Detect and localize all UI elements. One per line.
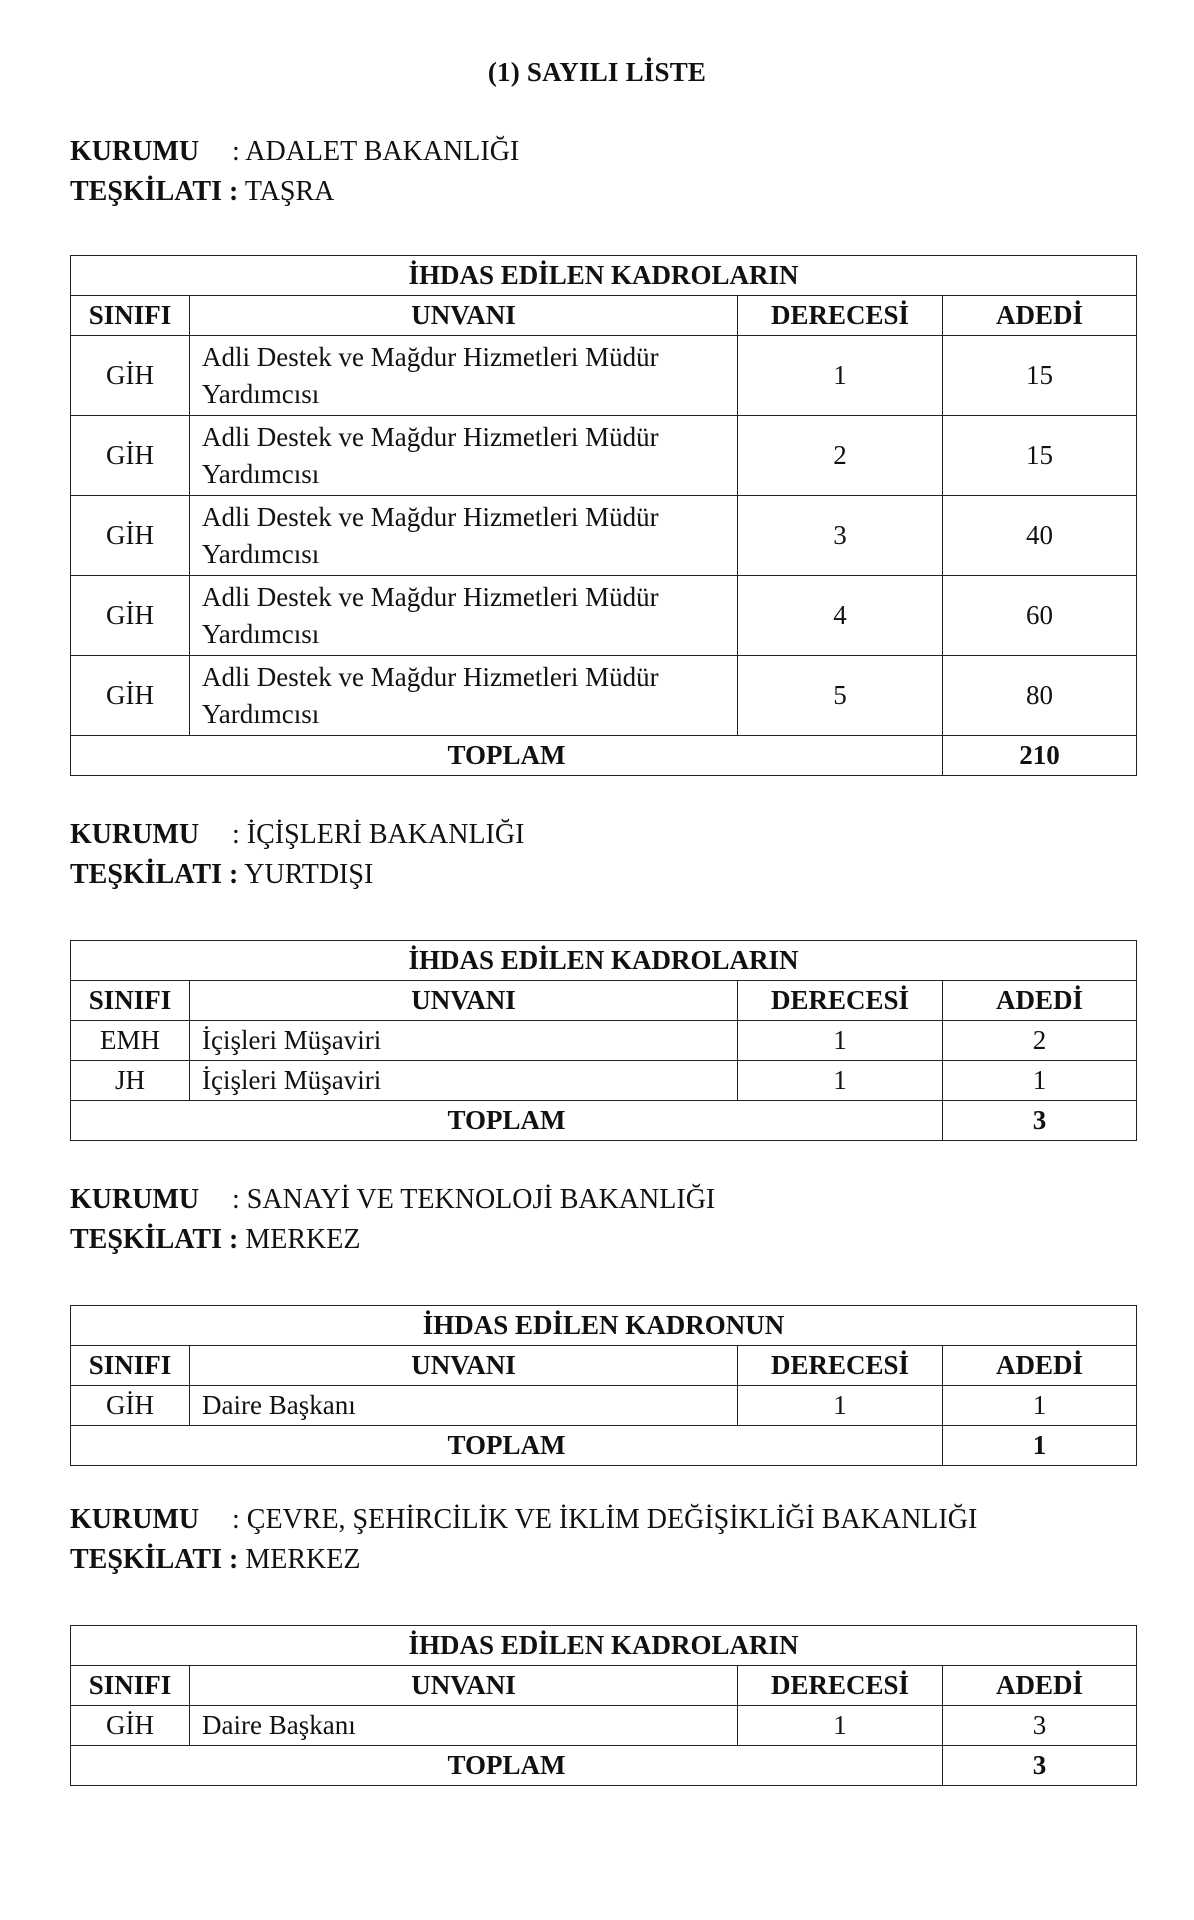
kadro-table: [70, 940, 1137, 1141]
cell-unvani: Daire Başkanı: [190, 1706, 738, 1746]
table-row: [71, 496, 1137, 576]
kurumu-colon: :: [232, 1504, 240, 1535]
toplam-label: TOPLAM: [71, 1746, 943, 1786]
kurumu-line: [70, 1180, 1136, 1220]
col-header-sinifi: SINIFI: [71, 1666, 190, 1706]
cell-unvani: İçişleri Müşaviri: [190, 1021, 738, 1061]
teskilati-line: [70, 1540, 1136, 1580]
teskilati-value: TAŞRA: [244, 176, 335, 207]
teskilati-line: [70, 172, 1136, 212]
table-title: İHDAS EDİLEN KADRONUN: [71, 1306, 1137, 1346]
cell-adedi: 3: [943, 1706, 1137, 1746]
col-header-derecesi: DERECESİ: [738, 981, 943, 1021]
cell-derecesi: 1: [738, 1386, 943, 1426]
cell-unvani: Adli Destek ve Mağdur Hizmetleri Müdür Yardımcısı: [190, 656, 738, 736]
section-cevre: [70, 1500, 1136, 1786]
kurumu-line: [70, 132, 1136, 172]
col-header-unvani: UNVANI: [190, 1666, 738, 1706]
cell-derecesi: 5: [738, 656, 943, 736]
cell-sinifi: GİH: [71, 496, 190, 576]
kurumu-value: SANAYİ VE TEKNOLOJİ BAKANLIĞI: [246, 1184, 716, 1215]
kadro-table: [70, 1625, 1137, 1786]
page-title: (1) SAYILI LİSTE: [487, 57, 707, 87]
teskilati-label: TEŞKİLATI :: [70, 1224, 239, 1255]
table-title: İHDAS EDİLEN KADROLARIN: [71, 941, 1137, 981]
cell-sinifi: GİH: [71, 656, 190, 736]
kurumu-label: KURUMU: [70, 819, 200, 850]
col-header-adedi: ADEDİ: [943, 296, 1137, 336]
table-row: [71, 416, 1137, 496]
col-header-adedi: ADEDİ: [943, 1666, 1137, 1706]
cell-sinifi: GİH: [71, 1706, 190, 1746]
cell-unvani: Daire Başkanı: [190, 1386, 738, 1426]
kurumu-line: [70, 815, 1136, 855]
cell-sinifi: GİH: [71, 416, 190, 496]
kurumu-label: KURUMU: [70, 1504, 200, 1535]
kurumu-value: İÇİŞLERİ BAKANLIĞI: [246, 819, 525, 850]
kurumu-value: ÇEVRE, ŞEHİRCİLİK VE İKLİM DEĞİŞİKLİĞİ BAKANLIĞI: [246, 1504, 978, 1535]
teskilati-line: [70, 1220, 1136, 1260]
col-header-derecesi: DERECESİ: [738, 1346, 943, 1386]
cell-unvani: Adli Destek ve Mağdur Hizmetleri Müdür Yardımcısı: [190, 336, 738, 416]
kurumu-colon: :: [232, 819, 240, 850]
teskilati-value: MERKEZ: [245, 1544, 361, 1575]
kurumu-line: [70, 1500, 1136, 1540]
teskilati-line: [70, 855, 1136, 895]
cell-derecesi: 2: [738, 416, 943, 496]
cell-sinifi: GİH: [71, 1386, 190, 1426]
cell-adedi: 1: [943, 1386, 1137, 1426]
table-row: [71, 656, 1137, 736]
cell-sinifi: EMH: [71, 1021, 190, 1061]
section-icisleri: [70, 815, 1136, 1141]
cell-adedi: 60: [943, 576, 1137, 656]
kadro-table: [70, 255, 1137, 776]
teskilati-value: YURTDIŞI: [244, 859, 374, 890]
cell-unvani: Adli Destek ve Mağdur Hizmetleri Müdür Yardımcısı: [190, 576, 738, 656]
kurumu-label: KURUMU: [70, 136, 200, 167]
cell-adedi: 40: [943, 496, 1137, 576]
cell-unvani: Adli Destek ve Mağdur Hizmetleri Müdür Yardımcısı: [190, 416, 738, 496]
col-header-derecesi: DERECESİ: [738, 1666, 943, 1706]
table-title: İHDAS EDİLEN KADROLARIN: [71, 1626, 1137, 1666]
section-sanayi: [70, 1180, 1136, 1466]
cell-sinifi: GİH: [71, 336, 190, 416]
table-row: [71, 336, 1137, 416]
cell-unvani: İçişleri Müşaviri: [190, 1061, 738, 1101]
cell-adedi: 15: [943, 336, 1137, 416]
table-row: [71, 1706, 1137, 1746]
toplam-value: 1: [943, 1426, 1137, 1466]
table-row: [71, 576, 1137, 656]
table-row: [71, 1021, 1137, 1061]
teskilati-value: MERKEZ: [245, 1224, 361, 1255]
kurumu-label: KURUMU: [70, 1184, 200, 1215]
col-header-unvani: UNVANI: [190, 296, 738, 336]
kurumu-colon: :: [232, 136, 240, 167]
col-header-sinifi: SINIFI: [71, 296, 190, 336]
col-header-sinifi: SINIFI: [71, 981, 190, 1021]
col-header-unvani: UNVANI: [190, 1346, 738, 1386]
table-row: [71, 1061, 1137, 1101]
toplam-value: 3: [943, 1746, 1137, 1786]
kurumu-value: ADALET BAKANLIĞI: [245, 136, 520, 167]
col-header-sinifi: SINIFI: [71, 1346, 190, 1386]
table-title: İHDAS EDİLEN KADROLARIN: [71, 256, 1137, 296]
toplam-value: 210: [943, 736, 1137, 776]
teskilati-label: TEŞKİLATI :: [70, 859, 239, 890]
cell-derecesi: 4: [738, 576, 943, 656]
cell-derecesi: 1: [738, 1706, 943, 1746]
cell-derecesi: 1: [738, 1021, 943, 1061]
cell-derecesi: 1: [738, 336, 943, 416]
cell-adedi: 2: [943, 1021, 1137, 1061]
kurumu-colon: :: [232, 1184, 240, 1215]
toplam-label: TOPLAM: [71, 1426, 943, 1466]
cell-adedi: 15: [943, 416, 1137, 496]
kadro-table: [70, 1305, 1137, 1466]
col-header-derecesi: DERECESİ: [738, 296, 943, 336]
cell-derecesi: 3: [738, 496, 943, 576]
col-header-adedi: ADEDİ: [943, 1346, 1137, 1386]
cell-derecesi: 1: [738, 1061, 943, 1101]
cell-unvani: Adli Destek ve Mağdur Hizmetleri Müdür Yardımcısı: [190, 496, 738, 576]
col-header-unvani: UNVANI: [190, 981, 738, 1021]
cell-sinifi: JH: [71, 1061, 190, 1101]
cell-sinifi: GİH: [71, 576, 190, 656]
toplam-value: 3: [943, 1101, 1137, 1141]
cell-adedi: 80: [943, 656, 1137, 736]
teskilati-label: TEŞKİLATI :: [70, 1544, 239, 1575]
section-adalet: [70, 132, 1136, 776]
table-row: [71, 1386, 1137, 1426]
toplam-label: TOPLAM: [71, 736, 943, 776]
toplam-label: TOPLAM: [71, 1101, 943, 1141]
cell-adedi: 1: [943, 1061, 1137, 1101]
teskilati-label: TEŞKİLATI :: [70, 176, 239, 207]
col-header-adedi: ADEDİ: [943, 981, 1137, 1021]
